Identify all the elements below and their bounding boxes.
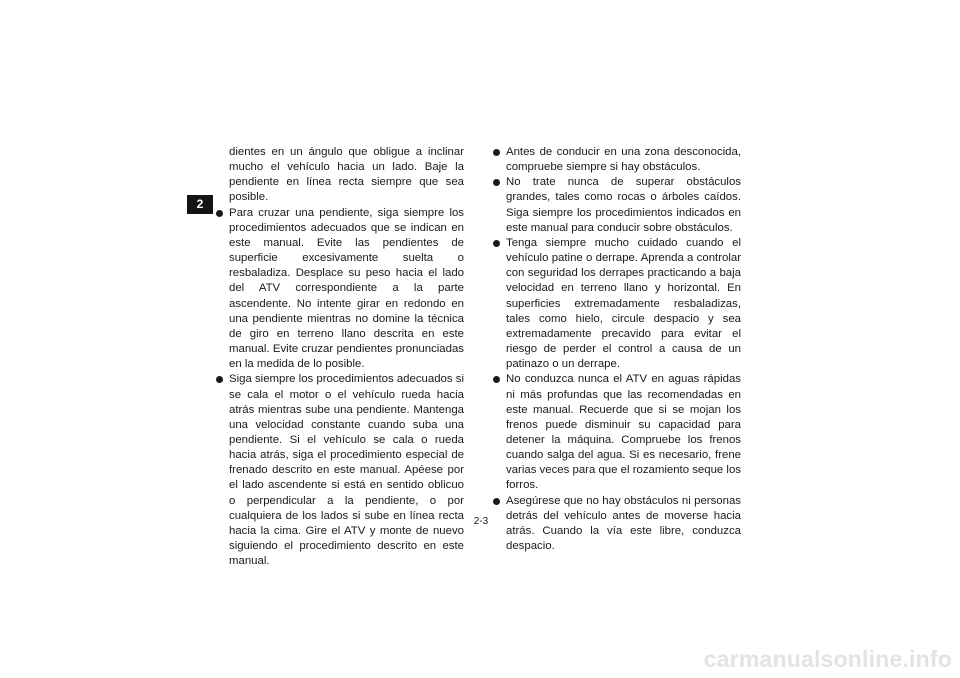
list-item-text: No conduzca nunca el ATV en aguas rápidas ni más profundas que las recomendadas en este manual. Recuerde que si se mojan los frenos puede disminuir su capacidad para detener la máquina. Compruebe los frenos cuando salga del agua. Si es necesario, frene varias veces para que el rozamiento seque los forros. xyxy=(506,373,741,492)
list-item-text: Asegúrese que no hay obstáculos ni personas detrás del vehículo antes de moverse hacia atrás. Cuando la vía este libre, conduzca despacio. xyxy=(506,494,741,553)
bullet-icon xyxy=(493,149,500,156)
bullet-icon xyxy=(493,498,500,505)
continuation-paragraph: dientes en un ángulo que obligue a inclinar mucho el vehículo hacia un lado. Baje la pendiente en línea recta siempre que sea posible. xyxy=(229,146,464,204)
bullet-icon xyxy=(216,376,223,383)
list-item xyxy=(493,145,741,175)
list-item xyxy=(216,206,464,373)
bullet-icon xyxy=(493,376,500,383)
bullet-icon xyxy=(493,179,500,186)
watermark: carmanualsonline.info xyxy=(703,646,952,672)
list-item xyxy=(216,372,464,569)
list-item-text: Siga siempre los procedimientos adecuados si se cala el motor o el vehículo rueda hacia atrás mientras sube una pendiente. Mantenga una velocidad constante cuando suba una pendiente. Si el vehículo se cala o rueda hacia atrás, siga el procedimiento especial de frenado descrito en este manual. Apéese por el lado ascendente si está en sentido oblicuo o perpendicular a la pendiente, o por cualquiera de los lados si sube en línea recta hacia la cima. Gire el ATV y monte de nuevo siguiendo el procedimiento descrito en este manual. xyxy=(229,373,464,568)
list-item-text: Para cruzar una pendiente, siga siempre los procedimientos adecuados que se indican en este manual. Evite las pendientes de superficie excesivamente suelta o resbaladiza. Desplace su peso hacia el lado del ATV correspondiente a la parte ascendente. No intente girar en redondo en una pendiente mientras no domine la técnica de giro en terreno llano descrita en este manual. Evite cruzar pendientes pronunciadas en la medida de lo posible. xyxy=(229,206,464,371)
list-item xyxy=(493,236,741,372)
list-item xyxy=(493,494,741,555)
page-number: 2-3 xyxy=(473,516,489,527)
list-item-text: No trate nunca de superar obstáculos grandes, tales como rocas o árboles caídos. Siga siempre los procedimientos indicados en este manual para conducir sobre obstáculos. xyxy=(506,176,741,234)
list-item-text: Antes de conducir en una zona desconocida, compruebe siempre si hay obstáculos. xyxy=(506,146,741,174)
list-item xyxy=(493,175,741,236)
list-item-text: Tenga siempre mucho cuidado cuando el vehículo patine o derrape. Aprenda a controlar con seguridad los derrapes practicando a baja velocidad en terreno llano y horizontal. En superficies extremadamente resbaladizas, tales como hielo, circule despacio y sea extremadamente precavido para evitar el riesgo de perder el control a causa de un patinazo o un derrape. xyxy=(506,236,741,371)
left-column xyxy=(216,145,464,569)
chapter-tab: 2 xyxy=(187,195,213,214)
bullet-icon xyxy=(493,240,500,247)
list-item xyxy=(493,372,741,493)
bullet-icon xyxy=(216,210,223,217)
right-column xyxy=(493,145,741,554)
